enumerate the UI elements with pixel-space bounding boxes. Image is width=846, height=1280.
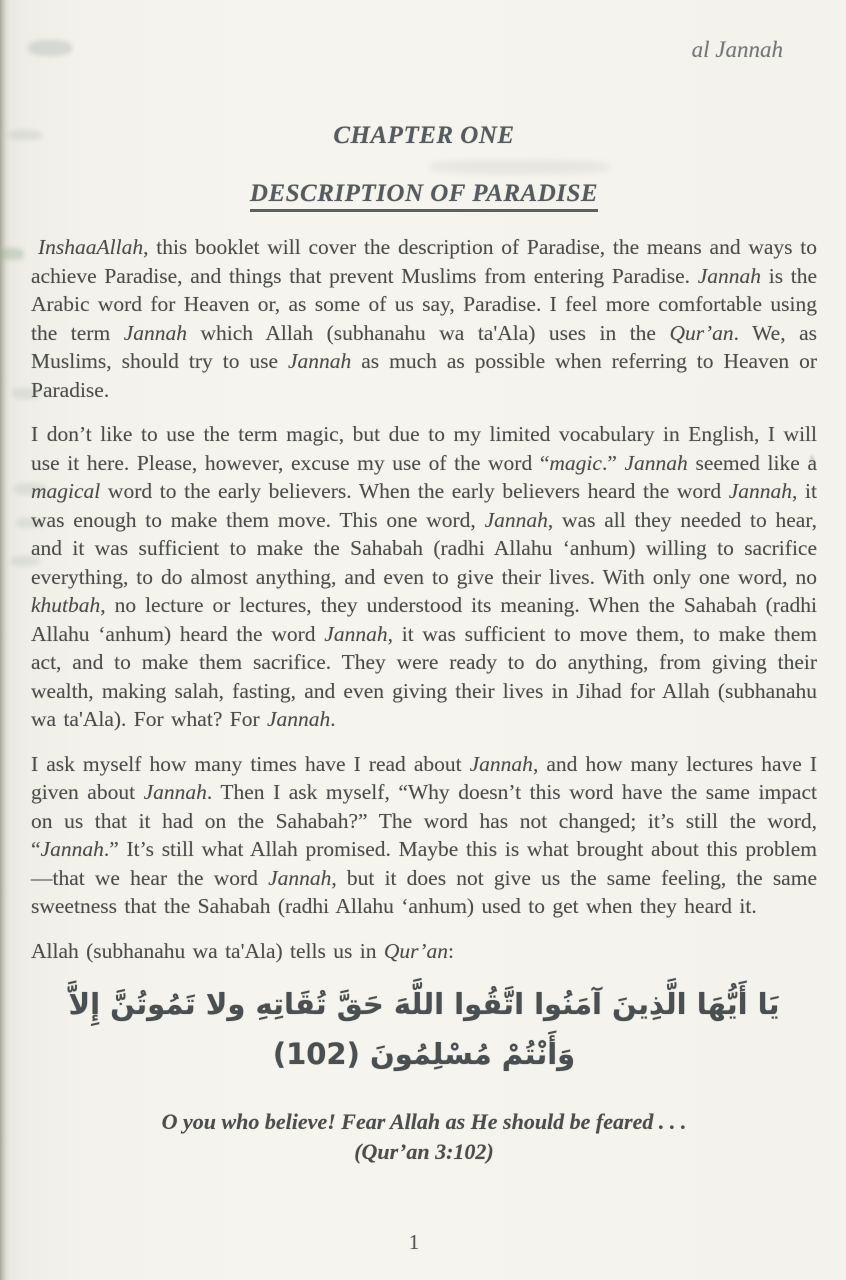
page-title: [31, 180, 817, 208]
quran-verse-arabic: يَا أَيُّهَا الَّذِينَ آمَنُوا اتَّقُوا اللَّهَ حَقَّ تُقَاتِهِ ولا تَمُوتُنَّ إِلاَّ وَأَنْتُمْ مُسْلِمُونَ (102): [68, 987, 780, 1071]
paragraph-reflection: I ask myself how many times have I read about Jannah, and how many lectures have I given about Jannah. Then I ask myself, “Why doesn’t this word have the same impact on us that it had on the Sahabah?” The word has not changed; it’s still the word, “Jannah.” It’s still what Allah promised. Maybe this is what brought about this problem—that we hear the word Jannah, but it does not give us the same feeling, the same sweetness that the Sahabah (radhi Allahu ‘anhum) used to get when they heard it.: [31, 751, 817, 918]
verse-translation-line2: (Qur’an 3:102): [354, 1139, 494, 1164]
verse-translation: [31, 1107, 817, 1167]
scan-bleed-artifact: [28, 40, 72, 56]
paragraph-magic-word: I don’t like to use the term magic, but due to my limited vocabulary in English, I will use it here. Please, however, excuse my use of the word “magic.” Jannah seemed like a magical word to the early believers. When the early believers heard the word Jannah, it was enough to make them move. This one word, Jannah, was all they needed to hear, and it was sufficient to make the Sahabah (radhi Allahu ‘anhum) willing to sacrifice everything, to do almost anything, and even to give their lives. With only one word, no khutbah, no lecture or lectures, they understood its meaning. When the Sahabah (radhi Allahu ‘anhum) heard the word Jannah, it was sufficient to move them, to make them act, and to make them sacrifice. They were ready to do anything, from giving their wealth, making salah, fasting, and even giving their lives in Jihad for Allah (subhanahu wa ta'Ala). For what? For Jannah.: [31, 422, 818, 731]
chapter-heading: CHAPTER ONE: [333, 122, 515, 149]
verse-translation-line1: O you who believe! Fear Allah as He should be feared . . .: [161, 1109, 687, 1134]
page-number: 1: [408, 1230, 420, 1254]
page-title-text: DESCRIPTION OF PARADISE: [250, 180, 598, 212]
scan-bleed-artifact: [0, 248, 24, 260]
paragraph-intro: InshaaAllah, this booklet will cover the description of Paradise, the means and ways to achieve Paradise, and things that prevent Muslims from entering Paradise. Jannah is the Arabic word for Heaven or, as some of us say, Paradise. I feel more comfortable using the term Jannah which Allah (subhanahu wa ta'Ala) uses in the Qur’an. We, as Muslims, should try to use Jannah as much as possible when referring to Heaven or Paradise.: [31, 235, 818, 402]
scan-gutter-shadow: [0, 0, 10, 1280]
page-content: [31, 122, 817, 1167]
running-header: al Jannah: [691, 37, 783, 62]
verse-lead-in: Allah (subhanahu wa ta'Ala) tells us in Qur’an:: [31, 938, 454, 963]
